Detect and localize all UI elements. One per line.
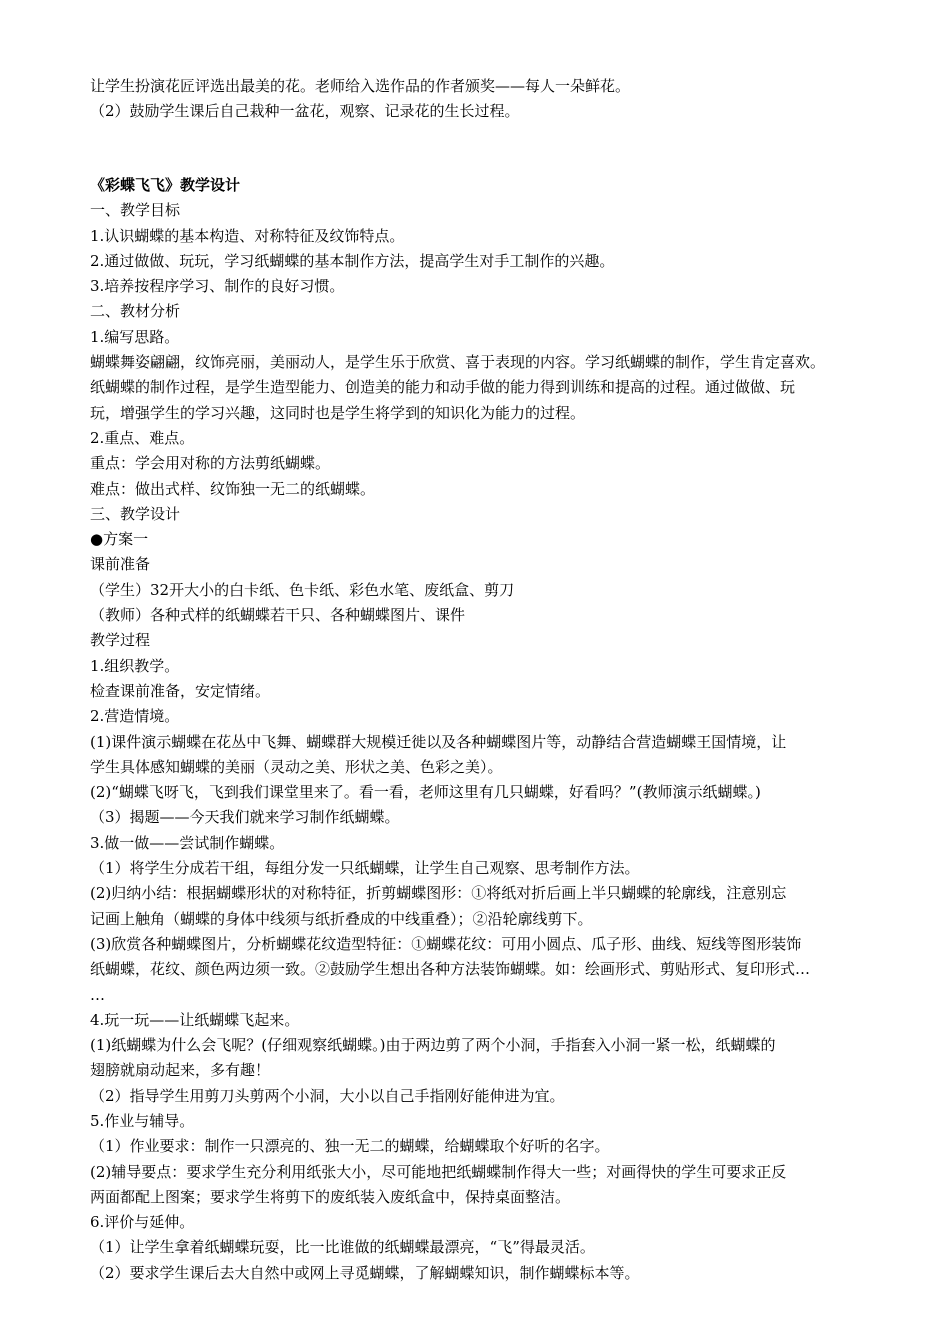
text-line: 5.作业与辅导。 xyxy=(90,1111,195,1130)
text-line: (2)“蝴蝶飞呀飞，飞到我们课堂里来了。看一看，老师这里有几只蝴蝶，好看吗？”(教师演示纸蝴蝶。) xyxy=(90,783,761,802)
lesson-plan xyxy=(90,173,862,1286)
document-title: 《彩蝶飞飞》教学设计 xyxy=(90,176,241,194)
section-heading: 三、教学设计 xyxy=(90,504,181,523)
text-line: 重点：学会用对称的方法剪纸蝴蝶。 xyxy=(90,454,331,473)
previous-section-continuation xyxy=(90,74,862,125)
text-line: 纸蝴蝶，花纹、颜色两边须一致。②鼓励学生想出各种方法装饰蝴蝶。如：绘画形式、剪贴形式、复印形式… xyxy=(90,960,811,979)
text-line: 翅膀就扇动起来，多有趣！ xyxy=(90,1061,271,1080)
text-line: 6.评价与延伸。 xyxy=(90,1213,195,1232)
text-line: 3.做一做——尝试制作蝴蝶。 xyxy=(90,833,285,852)
text-line: 1.组织教学。 xyxy=(90,656,180,675)
text-line: (3)欣赏各种蝴蝶图片，分析蝴蝶花纹造型特征：①蝴蝶花纹：可用小圆点、瓜子形、曲线、短线等图形装饰 xyxy=(90,934,802,953)
section-heading: 一、教学目标 xyxy=(90,201,181,220)
text-line: 3.培养按程序学习、制作的良好习惯。 xyxy=(90,277,345,296)
text-line: 蝴蝶舞姿翩翩，纹饰亮丽，美丽动人，是学生乐于欣赏、喜于表现的内容。学习纸蝴蝶的制作，学生肯定喜欢。 xyxy=(90,353,826,372)
text-line: (1)纸蝴蝶为什么会飞呢？(仔细观察纸蝴蝶。)由于两边剪了两个小洞，手指套入小洞一紧一松，纸蝴蝶的 xyxy=(90,1036,776,1055)
text-line: （教师）各种式样的纸蝴蝶若干只、各种蝴蝶图片、课件 xyxy=(90,606,466,625)
text-line: （3）揭题——今天我们就来学习制作纸蝴蝶。 xyxy=(90,808,400,827)
text-line: 1.编写思路。 xyxy=(90,327,180,346)
text-line: 两面都配上图案；要求学生将剪下的废纸装入废纸盒中，保持桌面整洁。 xyxy=(90,1187,571,1206)
text-line: (2)归纳小结：根据蝴蝶形状的对称特征，折剪蝴蝶图形：①将纸对折后画上半只蝴蝶的轮廓线，注意别忘 xyxy=(90,884,787,903)
text-line: 难点：做出式样、纹饰独一无二的纸蝴蝶。 xyxy=(90,479,376,498)
section-heading: 二、教材分析 xyxy=(90,302,181,321)
text-line: 检查课前准备，安定情绪。 xyxy=(90,681,271,700)
text-line: 让学生扮演花匠评选出最美的花。老师给入选作品的作者颁奖——每人一朵鲜花。 xyxy=(90,77,631,95)
text-line: 2.重点、难点。 xyxy=(90,428,195,447)
text-line: （1）将学生分成若干组，每组分发一只纸蝴蝶，让学生自己观察、思考制作方法。 xyxy=(90,859,640,878)
text-line: （1）让学生拿着纸蝴蝶玩耍，比一比谁做的纸蝴蝶最漂亮，“飞”得最灵活。 xyxy=(90,1238,595,1257)
text-line: （1）作业要求：制作一只漂亮的、独一无二的蝴蝶，给蝴蝶取个好听的名字。 xyxy=(90,1137,610,1156)
text-line: (1)课件演示蝴蝶在花丛中飞舞、蝴蝶群大规模迁徙以及各种蝴蝶图片等，动静结合营造蝴蝶王国情境，让 xyxy=(90,732,787,751)
text-line: ●方案一 xyxy=(90,530,149,549)
text-line: （2）要求学生课后去大自然中或网上寻觅蝴蝶，了解蝴蝶知识，制作蝴蝶标本等。 xyxy=(90,1263,640,1282)
text-line: 课前准备 xyxy=(90,555,151,574)
text-line: 纸蝴蝶的制作过程，是学生造型能力、创造美的能力和动手做的能力得到训练和提高的过程。通过做做、玩 xyxy=(90,378,796,397)
text-line: 2.通过做做、玩玩，学习纸蝴蝶的基本制作方法，提高学生对手工制作的兴趣。 xyxy=(90,251,615,270)
text-line: 教学过程 xyxy=(90,631,151,650)
text-line: … xyxy=(90,985,105,1004)
text-line: 学生具体感知蝴蝶的美丽（灵动之美、形状之美、色彩之美）。 xyxy=(90,757,503,776)
text-line: 4.玩一玩——让纸蝴蝶飞起来。 xyxy=(90,1010,300,1029)
text-line: 玩，增强学生的学习兴趣，这同时也是学生将学到的知识化为能力的过程。 xyxy=(90,403,586,422)
text-line: （学生）32开大小的白卡纸、色卡纸、彩色水笔、废纸盒、剪刀 xyxy=(90,580,515,599)
text-line: 2.营造情境。 xyxy=(90,707,180,726)
text-line: （2）鼓励学生课后自己栽种一盆花，观察、记录花的生长过程。 xyxy=(90,102,520,121)
text-line: 记画上触角（蝴蝶的身体中线须与纸折叠成的中线重叠）；②沿轮廓线剪下。 xyxy=(90,909,593,928)
text-line: （2）指导学生用剪刀头剪两个小洞，大小以自己手指刚好能伸进为宜。 xyxy=(90,1086,565,1105)
text-line: 1.认识蝴蝶的基本构造、对称特征及纹饰特点。 xyxy=(90,226,405,245)
text-line: (2)辅导要点：要求学生充分利用纸张大小，尽可能地把纸蝴蝶制作得大一些；对画得快的学生可要求正反 xyxy=(90,1162,787,1181)
